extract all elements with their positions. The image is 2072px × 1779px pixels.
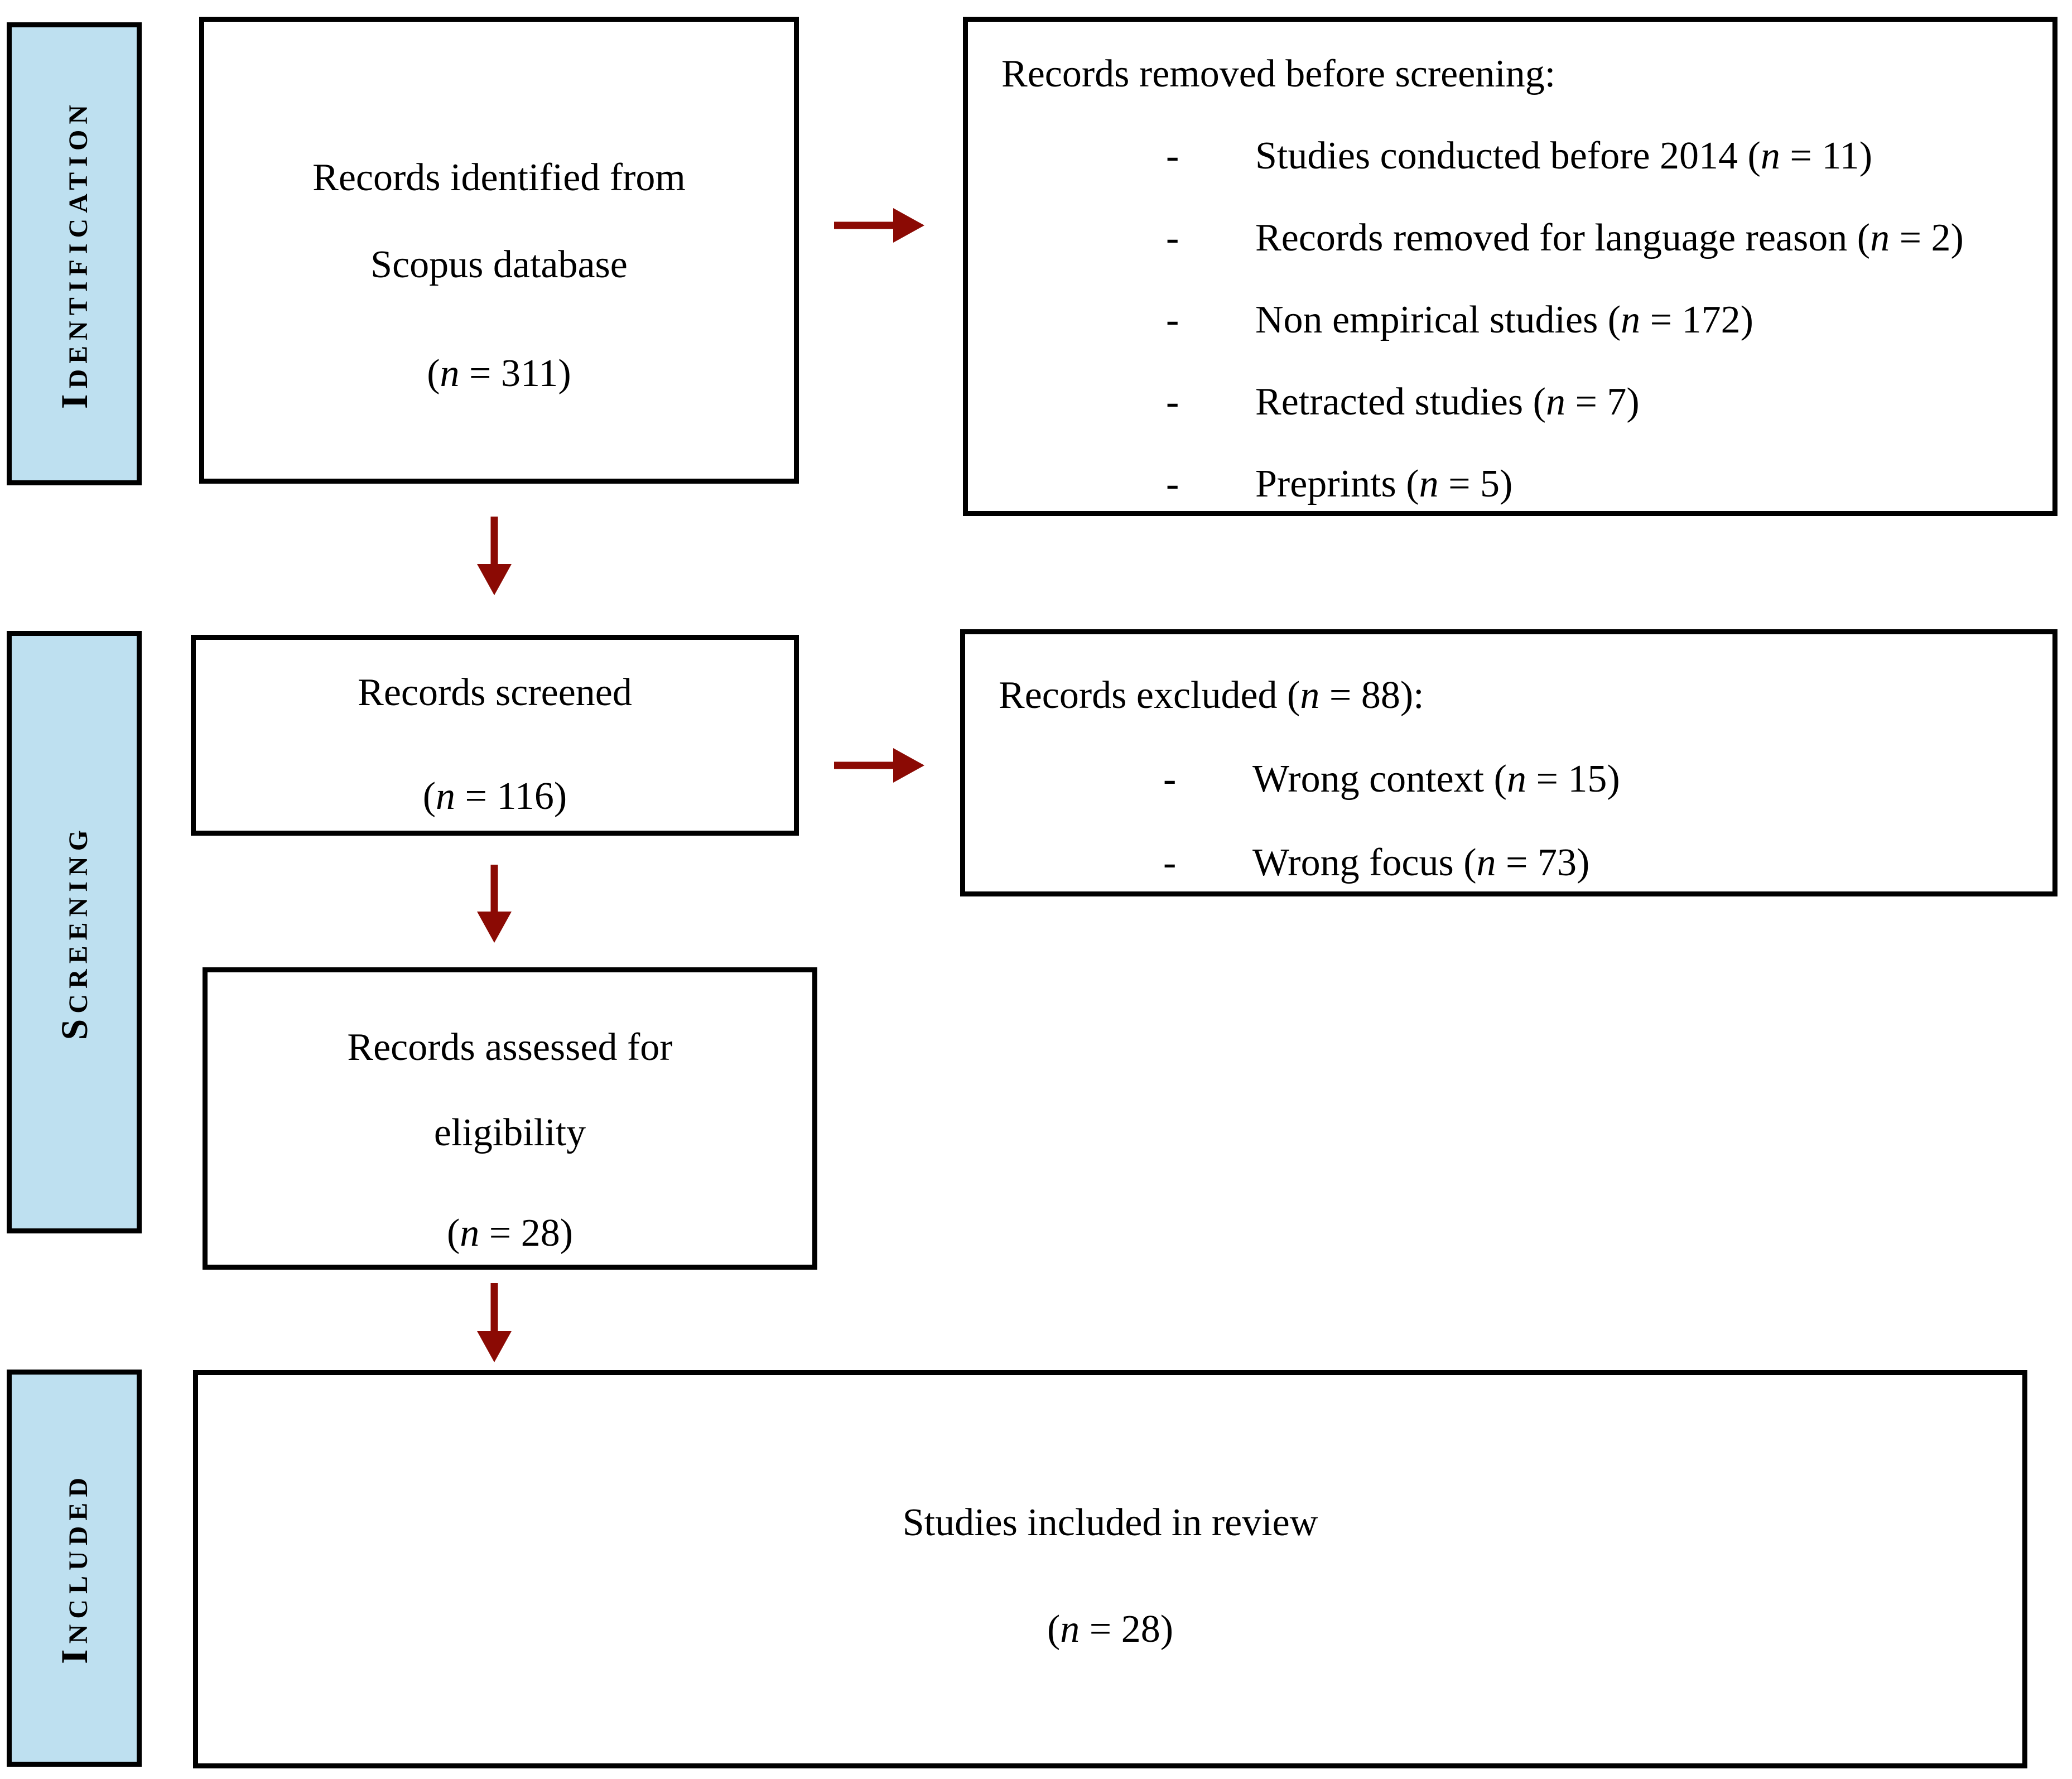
arrow-head [477,912,512,943]
dash-bullet: - [1166,298,1179,341]
dash-bullet: - [1163,841,1177,884]
excluded-item-1: Wrong context (n = 15) [1252,758,1620,801]
box-studies-included [193,1370,2027,1768]
stage-label-screening [7,631,142,1233]
list-item [1001,443,2019,525]
records-assessed-line2: eligibility [433,1111,586,1154]
removed-item-4: Retracted studies (n = 7) [1255,380,1640,423]
arrow-shaft [834,222,895,229]
arrow-right-screened-to-excluded-icon [834,749,924,782]
records-removed-heading: Records removed before screening: [1001,52,1556,95]
stage-label-identification-text: Identification [52,99,95,409]
box-records-screened [191,635,799,836]
box-records-removed [963,17,2057,516]
removed-item-1: Studies conducted before 2014 (n = 11) [1255,134,1873,177]
removed-item-2: Records removed for language reason (n = 2) [1255,216,1964,259]
box-records-assessed [203,967,817,1270]
arrow-head [477,1331,512,1362]
records-identified-line2: Scopus database [370,243,628,286]
arrow-right-identified-to-removed-icon [834,209,924,242]
records-assessed-line1: Records assessed for [347,1026,673,1069]
removed-item-3: Non empirical studies (n = 172) [1255,298,1753,341]
arrow-down-screened-to-assessed-icon [477,865,512,943]
list-item [1001,115,2019,197]
excluded-item-2: Wrong focus (n = 73) [1252,841,1590,884]
dash-bullet: - [1166,462,1179,505]
records-assessed-count: (n = 28) [446,1212,574,1255]
studies-included-line1: Studies included in review [902,1501,1318,1544]
arrow-shaft [491,517,498,567]
records-excluded-heading: Records excluded (n = 88): [999,674,1424,717]
dash-bullet: - [1166,134,1179,177]
stage-label-identification [7,22,142,485]
list-item [1001,279,2019,361]
arrow-down-assessed-to-included-icon [477,1283,512,1362]
records-identified-line1: Records identified from [312,156,686,199]
arrow-head [893,748,924,783]
dash-bullet: - [1166,216,1179,259]
arrow-shaft [834,762,895,769]
stage-label-included-text: Included [52,1472,95,1664]
box-records-identified [199,17,799,484]
arrow-shaft [491,865,498,914]
arrow-head [893,208,924,243]
records-screened-count: (n = 116) [422,774,567,818]
stage-label-screening-text: Screening [52,824,95,1040]
arrow-shaft [491,1283,498,1334]
list-item [1001,197,2019,279]
arrow-head [477,564,512,595]
removed-item-5: Preprints (n = 5) [1255,462,1513,505]
arrow-down-identified-to-screened-icon [477,517,512,595]
box-records-excluded [960,629,2057,896]
list-item [999,821,2019,905]
list-item [999,737,2019,821]
dash-bullet: - [1166,380,1179,423]
records-identified-count: (n = 311) [427,352,571,395]
list-item [1001,361,2019,443]
studies-included-count: (n = 28) [1047,1607,1174,1651]
stage-label-included [7,1370,142,1767]
dash-bullet: - [1163,758,1177,801]
records-screened-line1: Records screened [358,671,632,714]
